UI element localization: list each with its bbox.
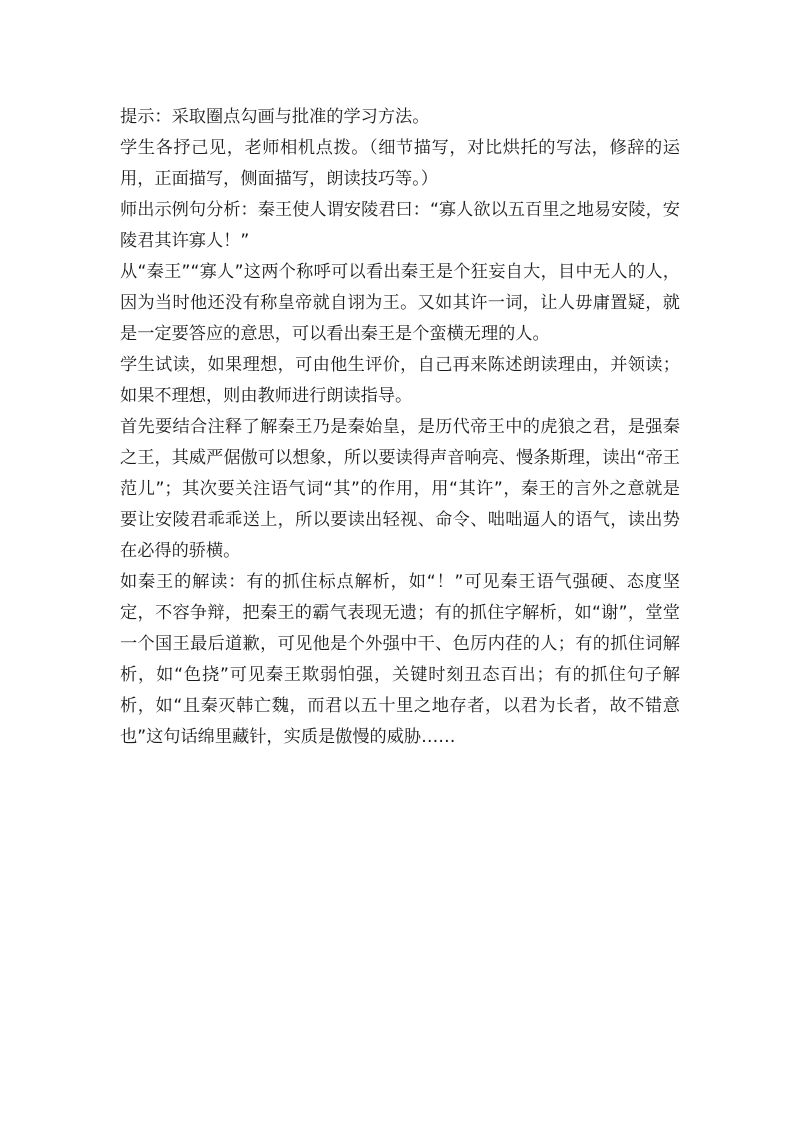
- paragraph-analysis: 从“秦王”“寡人”这两个称呼可以看出秦王是个狂妄自大，目中无人的人，因为当时他还没有称皇帝就自诩为王。又如其许一词，让人毋庸置疑，就是一定要答应的意思，可以看出秦王是个蛮横无理的人。: [120, 262, 680, 344]
- document-body: [120, 102, 680, 753]
- paragraph-reading-guidance: 首先要结合注释了解秦王乃是秦始皇，是历代帝王中的虎狼之君，是强秦之王，其威严倨傲可以想象，所以要读得声音响亮、慢条斯理，读出“帝王范儿”；其次要关注语气词“其”的作用，用“其许”，秦王的言外之意就是要让安陵君乖乖送上，所以要读出轻视、命令、咄咄逼人的语气，读出势在必得的骄横。: [120, 417, 680, 561]
- paragraph-hint: 提示：采取圈点勾画与批准的学习方法。: [120, 107, 430, 127]
- paragraph-example-sentence: 师出示例句分析：秦王使人谓安陵君曰：“寡人欲以五百里之地易安陵，安陵君其许寡人！”: [120, 200, 680, 251]
- paragraph-student-views: 学生各抒己见，老师相机点拨。（细节描写，对比烘托的写法，修辞的运用，正面描写，侧面描写，朗读技巧等。）: [120, 138, 680, 189]
- paragraph-trial-reading: 学生试读，如果理想，可由他生评价，自己再来陈述朗读理由，并领读；如果不理想，则由教师进行朗读指导。: [120, 355, 680, 406]
- paragraph-interpretation: 如秦王的解读：有的抓住标点解析，如“！”可见秦王语气强硬、态度坚定，不容争辩，把秦王的霸气表现无遗；有的抓住字解析，如“谢”，堂堂一个国王最后道歉，可见他是个外强中干、色厉内荏的人；有的抓住词解析，如“色挠”可见秦王欺弱怕强，关键时刻丑态百出；有的抓住句子解析，如“且秦灭韩亡魏，而君以五十里之地存者，以君为长者，故不错意也”这句话绵里藏针，实质是傲慢的威胁……: [120, 572, 680, 747]
